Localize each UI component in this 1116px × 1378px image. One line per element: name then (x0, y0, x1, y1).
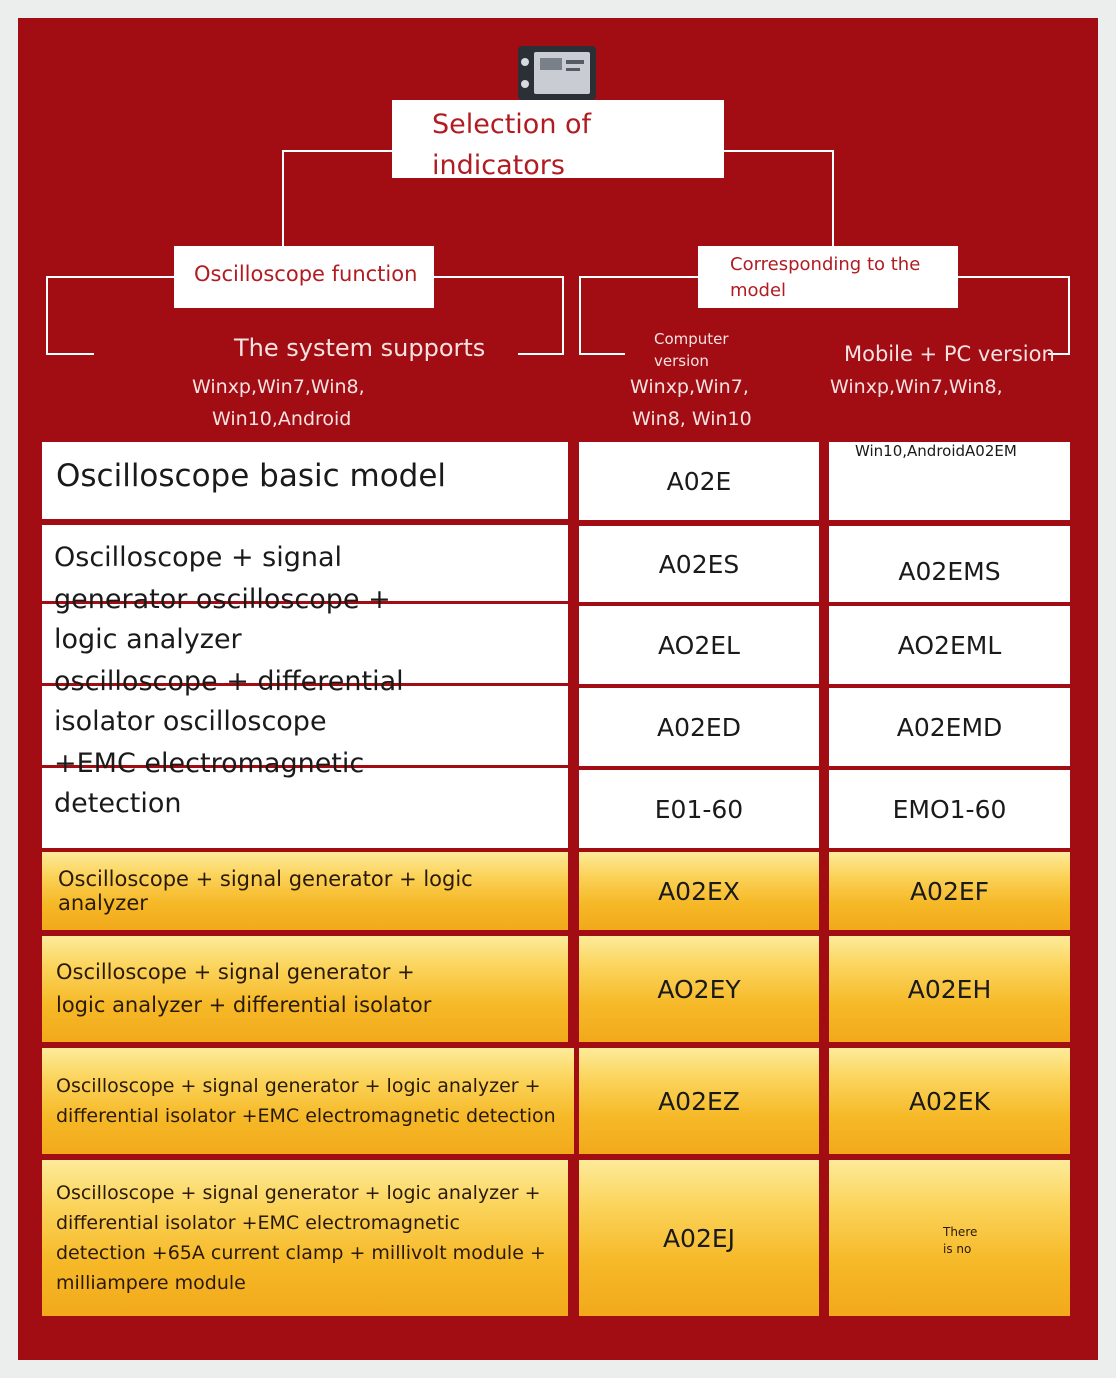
connector (282, 150, 394, 152)
title-line: Selection of (432, 109, 592, 140)
computer-os-line: Winxp,Win7, (630, 376, 749, 398)
mobile-model-cell (829, 1160, 1070, 1316)
function-label-line: +EMC electromagnetic (54, 748, 365, 779)
mobile-pc-label: Mobile + PC version (844, 342, 1055, 366)
computer-model-cell (579, 770, 819, 848)
mobile-model-cell (829, 606, 1070, 684)
gold-row-label-line: differential isolator +EMC electromagnetic (56, 1212, 460, 1234)
row-divider (42, 519, 568, 525)
mobile-model-cell (829, 526, 1070, 602)
bracket-line (579, 353, 625, 355)
mobile-model: A02EMS (898, 556, 1001, 586)
title-box (392, 100, 724, 181)
function-label-line: Oscilloscope + signal (54, 542, 343, 573)
bracket-line (518, 353, 564, 355)
computer-model: A02EZ (658, 1086, 740, 1116)
computer-model-cell (579, 1048, 819, 1154)
bracket-line (434, 276, 564, 278)
mobile-model-cell (829, 442, 1070, 520)
mobile-model-cell (829, 1048, 1070, 1154)
corresponding-model-line: Corresponding to the (730, 254, 921, 275)
bracket-line (562, 276, 564, 354)
gold-row-label-line: milliampere module (56, 1272, 246, 1294)
gold-row-label (42, 1160, 568, 1316)
corresponding-model-line: model (730, 280, 787, 301)
bracket-line (579, 276, 698, 278)
function-label-line: logic analyzer (54, 624, 242, 655)
mobile-model-cell (829, 936, 1070, 1042)
oscilloscope-device-icon (516, 44, 598, 102)
function-label-line: generator oscilloscope + (54, 584, 391, 615)
corresponding-model-box (698, 246, 958, 308)
computer-model: A02EX (658, 876, 740, 906)
connector (282, 150, 284, 246)
mobile-model-cell (829, 770, 1070, 848)
system-os-line: Winxp,Win7,Win8, (192, 376, 365, 398)
computer-model-cell (579, 688, 819, 766)
gold-row-label (42, 1048, 574, 1154)
selection-panel (18, 18, 1098, 1360)
mobile-os-line: Win10,AndroidA02EM (855, 442, 1017, 460)
computer-model: A02E (666, 466, 732, 496)
system-supports-label: The system supports (234, 334, 486, 362)
mobile-model: A02EK (908, 1086, 991, 1116)
bracket-line (958, 276, 1070, 278)
computer-version-line: version (654, 352, 709, 370)
not-available-note (943, 1224, 977, 1258)
computer-version-line: Computer (654, 330, 729, 348)
bracket-line (1068, 276, 1070, 354)
function-label-line: isolator oscilloscope (54, 706, 327, 737)
title-line: indicators (432, 150, 565, 181)
mobile-model: A02EH (907, 974, 992, 1004)
connector (724, 150, 834, 152)
computer-model: A02ES (658, 549, 740, 579)
connector (832, 150, 834, 246)
computer-model: A02EJ (662, 1223, 736, 1253)
mobile-model: AO2EML (897, 630, 1002, 660)
computer-model: E01-60 (654, 794, 744, 824)
not-available-line: is no (943, 1242, 972, 1256)
gold-row-label-line: Oscilloscope + signal generator + logic analyzer + (56, 1075, 541, 1097)
system-os-line: Win10,Android (212, 408, 352, 430)
gold-row-label (42, 936, 568, 1042)
computer-model-cell (579, 442, 819, 520)
mobile-model: A02EMD (896, 712, 1003, 742)
not-available-line: There (943, 1225, 978, 1239)
bracket-line (46, 276, 174, 278)
computer-model-cell (579, 936, 819, 1042)
computer-model: AO2EL (658, 630, 740, 660)
mobile-model: A02EF (909, 876, 990, 906)
gold-row-label-line: Oscilloscope + signal generator + logic analyzer + (56, 1182, 541, 1204)
basic-model-label: Oscilloscope basic model (56, 458, 447, 494)
function-label-line: oscilloscope + differential (54, 666, 404, 697)
computer-model: A02ED (657, 712, 741, 742)
gold-row-label-line: Oscilloscope + signal generator + logic analyzer (58, 867, 473, 915)
bracket-line (46, 276, 48, 354)
function-label-line: detection (54, 788, 182, 819)
bracket-line (579, 276, 581, 354)
computer-os-line: Win8, Win10 (632, 408, 752, 430)
mobile-os-line: Winxp,Win7,Win8, (830, 376, 1003, 398)
mobile-model: EMO1-60 (892, 794, 1007, 824)
gold-row-label-line: Oscilloscope + signal generator + (56, 960, 415, 984)
oscilloscope-function-box (174, 246, 434, 308)
computer-model-cell (579, 1160, 819, 1316)
gold-row-label-line: detection +65A current clamp + millivolt module + (56, 1242, 546, 1264)
mobile-model-cell (829, 688, 1070, 766)
computer-model-cell (579, 852, 819, 930)
oscilloscope-function-label: Oscilloscope function (194, 262, 418, 286)
computer-model: AO2EY (657, 974, 741, 1004)
bracket-line (46, 353, 94, 355)
gold-row-label-line: differential isolator +EMC electromagnetic detection (56, 1105, 556, 1127)
gold-row-label-line: logic analyzer + differential isolator (56, 993, 432, 1017)
gold-row-label (42, 852, 568, 930)
mobile-model-cell (829, 852, 1070, 930)
computer-model-cell (579, 526, 819, 602)
computer-model-cell (579, 606, 819, 684)
